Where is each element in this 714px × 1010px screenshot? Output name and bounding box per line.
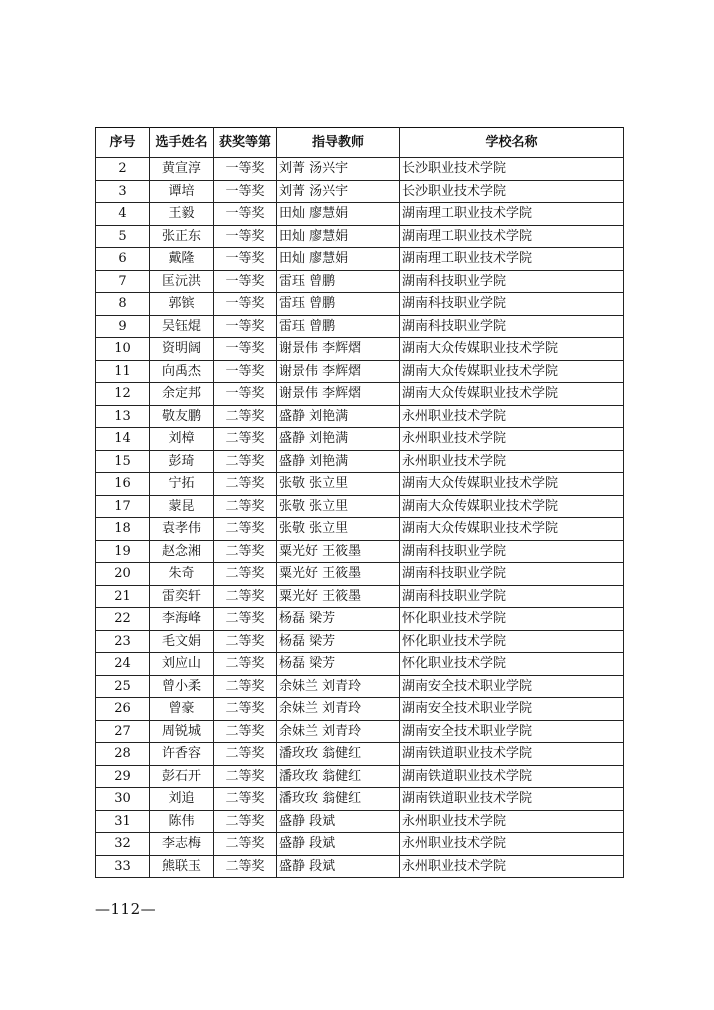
cell-award: 二等奖: [214, 405, 277, 428]
cell-school: 永州职业技术学院: [400, 810, 624, 833]
cell-name: 赵念湘: [150, 540, 214, 563]
cell-name: 彭石开: [150, 765, 214, 788]
cell-name: 熊联玉: [150, 855, 214, 878]
cell-no: 27: [96, 720, 150, 743]
cell-school: 长沙职业技术学院: [400, 158, 624, 181]
table-row: [96, 338, 624, 361]
cell-school: 湖南科技职业学院: [400, 293, 624, 316]
table-row: [96, 158, 624, 181]
table-row: [96, 360, 624, 383]
cell-award: 一等奖: [214, 180, 277, 203]
table-row: [96, 540, 624, 563]
cell-no: 24: [96, 653, 150, 676]
cell-award: 二等奖: [214, 810, 277, 833]
cell-no: 28: [96, 743, 150, 766]
table-row: [96, 405, 624, 428]
cell-school: 湖南科技职业学院: [400, 585, 624, 608]
cell-name: 曾小柔: [150, 675, 214, 698]
table-row: [96, 608, 624, 631]
table-row: [96, 675, 624, 698]
cell-school: 怀化职业技术学院: [400, 653, 624, 676]
cell-award: 一等奖: [214, 270, 277, 293]
table-row: [96, 225, 624, 248]
cell-teacher: 盛静 段斌: [277, 855, 400, 878]
cell-teacher: 杨磊 梁芳: [277, 630, 400, 653]
cell-award: 二等奖: [214, 608, 277, 631]
cell-teacher: 刘菁 汤兴宇: [277, 180, 400, 203]
cell-teacher: 潘玫玫 翁健红: [277, 765, 400, 788]
cell-name: 李志梅: [150, 833, 214, 856]
cell-teacher: 张敬 张立里: [277, 473, 400, 496]
cell-teacher: 谢景伟 李辉熠: [277, 338, 400, 361]
table-row: [96, 855, 624, 878]
cell-teacher: 粟光好 王筱墨: [277, 540, 400, 563]
cell-no: 20: [96, 563, 150, 586]
table-row: [96, 473, 624, 496]
cell-no: 19: [96, 540, 150, 563]
cell-name: 刘追: [150, 788, 214, 811]
header-no: 序号: [96, 128, 150, 158]
table-row: [96, 630, 624, 653]
cell-name: 黄宣淳: [150, 158, 214, 181]
cell-school: 永州职业技术学院: [400, 428, 624, 451]
cell-teacher: 雷珏 曾鹏: [277, 315, 400, 338]
table-body: [96, 158, 624, 878]
cell-teacher: 田灿 廖慧娟: [277, 248, 400, 271]
cell-award: 二等奖: [214, 720, 277, 743]
cell-no: 30: [96, 788, 150, 811]
cell-school: 湖南安全技术职业学院: [400, 720, 624, 743]
cell-school: 湖南理工职业技术学院: [400, 225, 624, 248]
cell-award: 二等奖: [214, 495, 277, 518]
cell-school: 永州职业技术学院: [400, 833, 624, 856]
cell-school: 怀化职业技术学院: [400, 608, 624, 631]
cell-award: 一等奖: [214, 315, 277, 338]
cell-award: 二等奖: [214, 743, 277, 766]
cell-no: 17: [96, 495, 150, 518]
cell-award: 二等奖: [214, 450, 277, 473]
cell-no: 3: [96, 180, 150, 203]
award-table: [95, 127, 624, 878]
cell-school: 湖南科技职业学院: [400, 315, 624, 338]
table-row: [96, 293, 624, 316]
cell-no: 11: [96, 360, 150, 383]
cell-award: 二等奖: [214, 518, 277, 541]
cell-award: 二等奖: [214, 698, 277, 721]
cell-no: 10: [96, 338, 150, 361]
cell-school: 湖南铁道职业技术学院: [400, 743, 624, 766]
table-row: [96, 248, 624, 271]
cell-no: 21: [96, 585, 150, 608]
cell-school: 湖南理工职业技术学院: [400, 248, 624, 271]
header-teacher: 指导教师: [277, 128, 400, 158]
cell-teacher: 杨磊 梁芳: [277, 653, 400, 676]
cell-no: 5: [96, 225, 150, 248]
cell-award: 一等奖: [214, 248, 277, 271]
cell-award: 二等奖: [214, 630, 277, 653]
cell-teacher: 余妹兰 刘青玲: [277, 675, 400, 698]
cell-name: 曾豪: [150, 698, 214, 721]
cell-award: 二等奖: [214, 473, 277, 496]
cell-name: 陈伟: [150, 810, 214, 833]
cell-award: 二等奖: [214, 563, 277, 586]
cell-school: 湖南科技职业学院: [400, 540, 624, 563]
cell-no: 6: [96, 248, 150, 271]
table-row: [96, 450, 624, 473]
cell-award: 二等奖: [214, 855, 277, 878]
table-row: [96, 518, 624, 541]
cell-teacher: 粟光好 王筱墨: [277, 585, 400, 608]
table-row: [96, 585, 624, 608]
cell-no: 2: [96, 158, 150, 181]
cell-no: 4: [96, 203, 150, 226]
cell-name: 彭琦: [150, 450, 214, 473]
cell-no: 23: [96, 630, 150, 653]
table-row: [96, 788, 624, 811]
table-row: [96, 270, 624, 293]
cell-name: 资明阔: [150, 338, 214, 361]
cell-award: 一等奖: [214, 225, 277, 248]
cell-award: 二等奖: [214, 833, 277, 856]
cell-no: 22: [96, 608, 150, 631]
cell-award: 二等奖: [214, 540, 277, 563]
cell-teacher: 余妹兰 刘青玲: [277, 698, 400, 721]
cell-name: 匡沅洪: [150, 270, 214, 293]
cell-teacher: 谢景伟 李辉熠: [277, 383, 400, 406]
cell-school: 湖南大众传媒职业技术学院: [400, 360, 624, 383]
cell-teacher: 刘菁 汤兴宇: [277, 158, 400, 181]
cell-school: 湖南大众传媒职业技术学院: [400, 338, 624, 361]
cell-no: 18: [96, 518, 150, 541]
cell-teacher: 潘玫玫 翁健红: [277, 743, 400, 766]
cell-name: 许香容: [150, 743, 214, 766]
table-header-row: [96, 128, 624, 158]
cell-award: 二等奖: [214, 585, 277, 608]
cell-award: 一等奖: [214, 293, 277, 316]
cell-school: 永州职业技术学院: [400, 855, 624, 878]
table-row: [96, 743, 624, 766]
cell-no: 29: [96, 765, 150, 788]
cell-award: 二等奖: [214, 765, 277, 788]
cell-name: 戴隆: [150, 248, 214, 271]
cell-award: 一等奖: [214, 360, 277, 383]
cell-name: 袁孝伟: [150, 518, 214, 541]
header-school: 学校名称: [400, 128, 624, 158]
cell-teacher: 盛静 段斌: [277, 833, 400, 856]
cell-school: 湖南大众传媒职业技术学院: [400, 383, 624, 406]
cell-no: 32: [96, 833, 150, 856]
cell-school: 湖南理工职业技术学院: [400, 203, 624, 226]
table-row: [96, 653, 624, 676]
cell-no: 16: [96, 473, 150, 496]
cell-no: 7: [96, 270, 150, 293]
cell-no: 33: [96, 855, 150, 878]
cell-school: 湖南安全技术职业学院: [400, 675, 624, 698]
cell-teacher: 潘玫玫 翁健红: [277, 788, 400, 811]
table-row: [96, 810, 624, 833]
cell-teacher: 田灿 廖慧娟: [277, 225, 400, 248]
cell-school: 湖南铁道职业技术学院: [400, 788, 624, 811]
cell-teacher: 盛静 刘艳满: [277, 450, 400, 473]
table-row: [96, 495, 624, 518]
cell-name: 吴钰焜: [150, 315, 214, 338]
cell-name: 向禹杰: [150, 360, 214, 383]
cell-teacher: 张敬 张立里: [277, 518, 400, 541]
cell-name: 毛文娟: [150, 630, 214, 653]
cell-name: 刘应山: [150, 653, 214, 676]
cell-name: 朱奇: [150, 563, 214, 586]
cell-no: 12: [96, 383, 150, 406]
cell-school: 湖南科技职业学院: [400, 270, 624, 293]
table-row: [96, 383, 624, 406]
cell-name: 谭培: [150, 180, 214, 203]
table-row: [96, 720, 624, 743]
cell-no: 8: [96, 293, 150, 316]
cell-name: 雷奕轩: [150, 585, 214, 608]
cell-name: 宁拓: [150, 473, 214, 496]
cell-name: 李海峰: [150, 608, 214, 631]
cell-name: 周锐城: [150, 720, 214, 743]
cell-no: 13: [96, 405, 150, 428]
cell-no: 9: [96, 315, 150, 338]
cell-name: 蒙昆: [150, 495, 214, 518]
cell-teacher: 余妹兰 刘青玲: [277, 720, 400, 743]
cell-no: 31: [96, 810, 150, 833]
page-number: —112—: [95, 900, 157, 918]
table-row: [96, 180, 624, 203]
cell-name: 郭镔: [150, 293, 214, 316]
table-row: [96, 315, 624, 338]
cell-teacher: 田灿 廖慧娟: [277, 203, 400, 226]
table-row: [96, 563, 624, 586]
cell-teacher: 谢景伟 李辉熠: [277, 360, 400, 383]
cell-school: 湖南大众传媒职业技术学院: [400, 518, 624, 541]
header-name: 选手姓名: [150, 128, 214, 158]
header-award: 获奖等第: [214, 128, 277, 158]
cell-award: 一等奖: [214, 383, 277, 406]
table-row: [96, 428, 624, 451]
cell-no: 15: [96, 450, 150, 473]
cell-school: 长沙职业技术学院: [400, 180, 624, 203]
cell-school: 永州职业技术学院: [400, 405, 624, 428]
cell-name: 余定邦: [150, 383, 214, 406]
cell-award: 一等奖: [214, 203, 277, 226]
table-row: [96, 833, 624, 856]
cell-teacher: 盛静 段斌: [277, 810, 400, 833]
cell-teacher: 粟光好 王筱墨: [277, 563, 400, 586]
table-row: [96, 203, 624, 226]
cell-name: 刘樟: [150, 428, 214, 451]
cell-school: 湖南大众传媒职业技术学院: [400, 473, 624, 496]
cell-school: 湖南科技职业学院: [400, 563, 624, 586]
cell-school: 湖南大众传媒职业技术学院: [400, 495, 624, 518]
cell-no: 25: [96, 675, 150, 698]
cell-school: 永州职业技术学院: [400, 450, 624, 473]
table-row: [96, 698, 624, 721]
cell-no: 26: [96, 698, 150, 721]
cell-name: 敬友鹏: [150, 405, 214, 428]
cell-award: 二等奖: [214, 653, 277, 676]
cell-award: 二等奖: [214, 675, 277, 698]
table-row: [96, 765, 624, 788]
cell-school: 湖南安全技术职业学院: [400, 698, 624, 721]
cell-school: 怀化职业技术学院: [400, 630, 624, 653]
cell-award: 一等奖: [214, 158, 277, 181]
cell-teacher: 杨磊 梁芳: [277, 608, 400, 631]
cell-name: 张正东: [150, 225, 214, 248]
cell-school: 湖南铁道职业技术学院: [400, 765, 624, 788]
cell-award: 二等奖: [214, 428, 277, 451]
cell-teacher: 雷珏 曾鹏: [277, 293, 400, 316]
cell-award: 一等奖: [214, 338, 277, 361]
cell-teacher: 雷珏 曾鹏: [277, 270, 400, 293]
cell-no: 14: [96, 428, 150, 451]
cell-teacher: 盛静 刘艳满: [277, 428, 400, 451]
cell-teacher: 盛静 刘艳满: [277, 405, 400, 428]
cell-name: 王毅: [150, 203, 214, 226]
cell-teacher: 张敬 张立里: [277, 495, 400, 518]
cell-award: 二等奖: [214, 788, 277, 811]
